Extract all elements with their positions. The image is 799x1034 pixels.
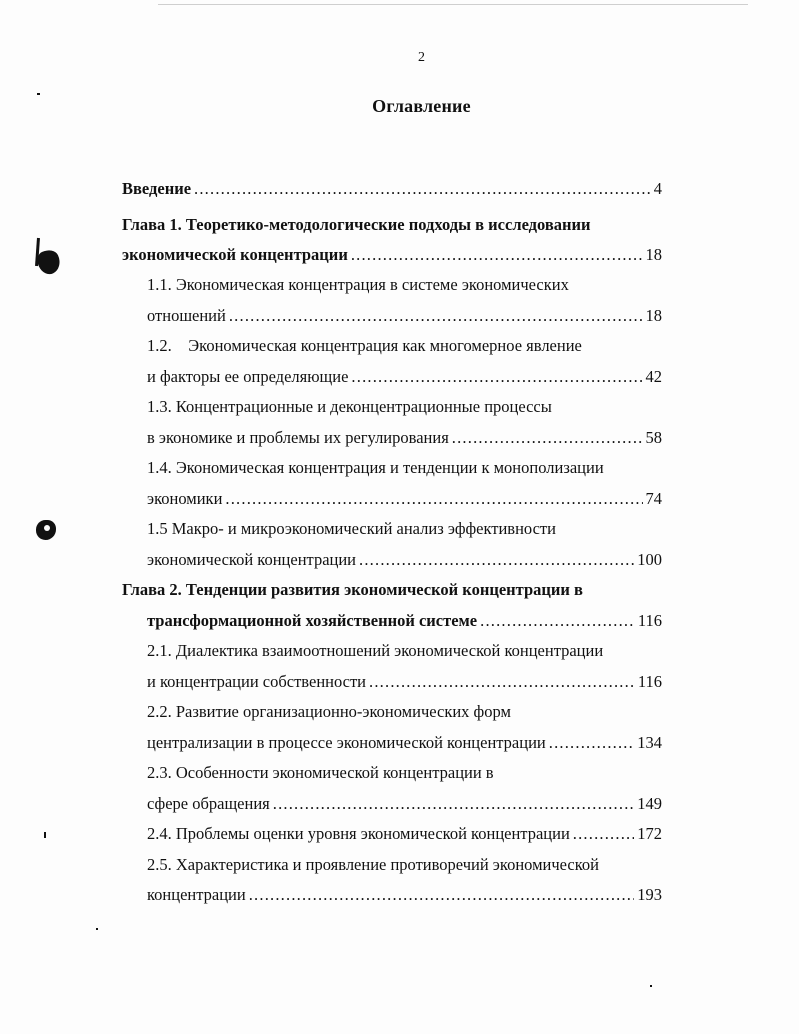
toc-entry-text: и концентрации собственности [147, 672, 367, 691]
toc-entry-text: централизации в процессе экономической концентрации [147, 733, 546, 752]
toc-entry-text: 1.5 Макро- и микроэкономический анализ эффективности [147, 519, 556, 538]
toc-section-1-5-title [147, 516, 556, 542]
toc-section-1-4-end [147, 486, 662, 512]
toc-entry-page: 116 [637, 611, 662, 630]
toc-section-1-3-title [147, 394, 552, 420]
toc-entry-text: Глава 1. Теоретико-методологические подходы в исследовании [122, 215, 591, 234]
toc-section-1-4-title [147, 455, 604, 481]
toc-entry-text: Глава 2. Тенденции развития экономической концентрации в [122, 580, 583, 599]
toc-entry-text: концентрации [147, 885, 246, 904]
leader-dots [359, 547, 634, 573]
toc-entry-text: 1.4. Экономическая концентрация и тенденции к монополизации [147, 458, 604, 477]
scan-artifact [44, 832, 46, 838]
toc-entry-text: экономической концентрации [122, 245, 348, 264]
toc-section-2-3-title [147, 760, 494, 786]
toc-section-2-3-end [147, 791, 662, 817]
toc-entry-text: 2.2. Развитие организационно-экономических форм [147, 702, 511, 721]
leader-dots [194, 176, 651, 202]
toc-chapter-2-end [147, 608, 662, 634]
toc-entry-text: 2.3. Особенности экономической концентрации в [147, 763, 494, 782]
toc-entry-text: в экономике и проблемы их регулирования [147, 428, 449, 447]
toc-entry-page: 58 [645, 428, 662, 447]
leader-dots [480, 608, 635, 634]
leader-dots [573, 821, 634, 847]
toc-section-2-2-title [147, 699, 511, 725]
toc-entry-page: 74 [645, 489, 662, 508]
leader-dots [452, 425, 643, 451]
toc-entry-introduction [122, 176, 662, 202]
toc-entry-page: 134 [637, 733, 662, 752]
toc-section-1-5-end [147, 547, 662, 573]
leader-dots [229, 303, 643, 329]
toc-section-2-1-title [147, 638, 603, 664]
toc-entry-text: 2.5. Характеристика и проявление противоречий экономической [147, 855, 599, 874]
toc-entry-page: 4 [653, 179, 662, 198]
leader-dots [351, 242, 643, 268]
toc-chapter-1-title [122, 212, 591, 238]
scan-artifact [37, 93, 40, 95]
toc-entry-page: 149 [637, 794, 662, 813]
toc-section-1-1-end [147, 303, 662, 329]
toc-section-1-2-title [147, 333, 582, 359]
toc-entry-text: 1.2. Экономическая концентрация как многомерное явление [147, 336, 582, 355]
toc-entry-page: 18 [645, 306, 662, 325]
toc-entry-text: отношений [147, 306, 226, 325]
scan-artifact [96, 928, 98, 930]
toc-section-2-5-end [147, 882, 662, 908]
toc-entry-text: трансформационной хозяйственной системе [147, 611, 478, 630]
toc-entry-text: 1.3. Концентрационные и деконцентрационные процессы [147, 397, 552, 416]
toc-chapter-2-title [122, 577, 583, 603]
toc-section-2-4 [147, 821, 662, 847]
scan-edge-line [158, 4, 748, 5]
leader-dots [273, 791, 635, 817]
toc-entry-text: Введение [122, 179, 192, 198]
toc-section-2-5-title [147, 852, 599, 878]
toc-entry-text: 2.4. Проблемы оценки уровня экономической концентрации [147, 824, 570, 843]
toc-section-1-1-title [147, 272, 569, 298]
toc-chapter-1-end [122, 242, 662, 268]
toc-entry-text: 1.1. Экономическая концентрация в системе экономических [147, 275, 569, 294]
toc-entry-page: 172 [637, 824, 662, 843]
toc-entry-page: 116 [637, 672, 662, 691]
toc-entry-text: экономической концентрации [147, 550, 357, 569]
toc-entry-page: 100 [637, 550, 662, 569]
toc-entry-text: и факторы ее определяющие [147, 367, 349, 386]
scan-artifact [650, 985, 652, 987]
toc-entry-page: 42 [645, 367, 662, 386]
toc-section-1-2-end [147, 364, 662, 390]
toc-entry-text: сфере обращения [147, 794, 270, 813]
toc-entry-text: 2.1. Диалектика взаимоотношений экономической концентрации [147, 641, 604, 660]
leader-dots [225, 486, 642, 512]
page-title: Оглавление [372, 96, 471, 116]
page-number: 2 [418, 50, 425, 65]
leader-dots [351, 364, 642, 390]
toc-entry-page: 193 [637, 885, 662, 904]
toc-section-2-1-end [147, 669, 662, 695]
toc-entry-text: экономики [147, 489, 223, 508]
scan-artifact [44, 525, 50, 531]
leader-dots [249, 882, 635, 908]
toc-section-2-2-end [147, 730, 662, 756]
toc-section-1-3-end [147, 425, 662, 451]
toc-entry-page: 18 [645, 245, 662, 264]
leader-dots [369, 669, 635, 695]
leader-dots [549, 730, 635, 756]
